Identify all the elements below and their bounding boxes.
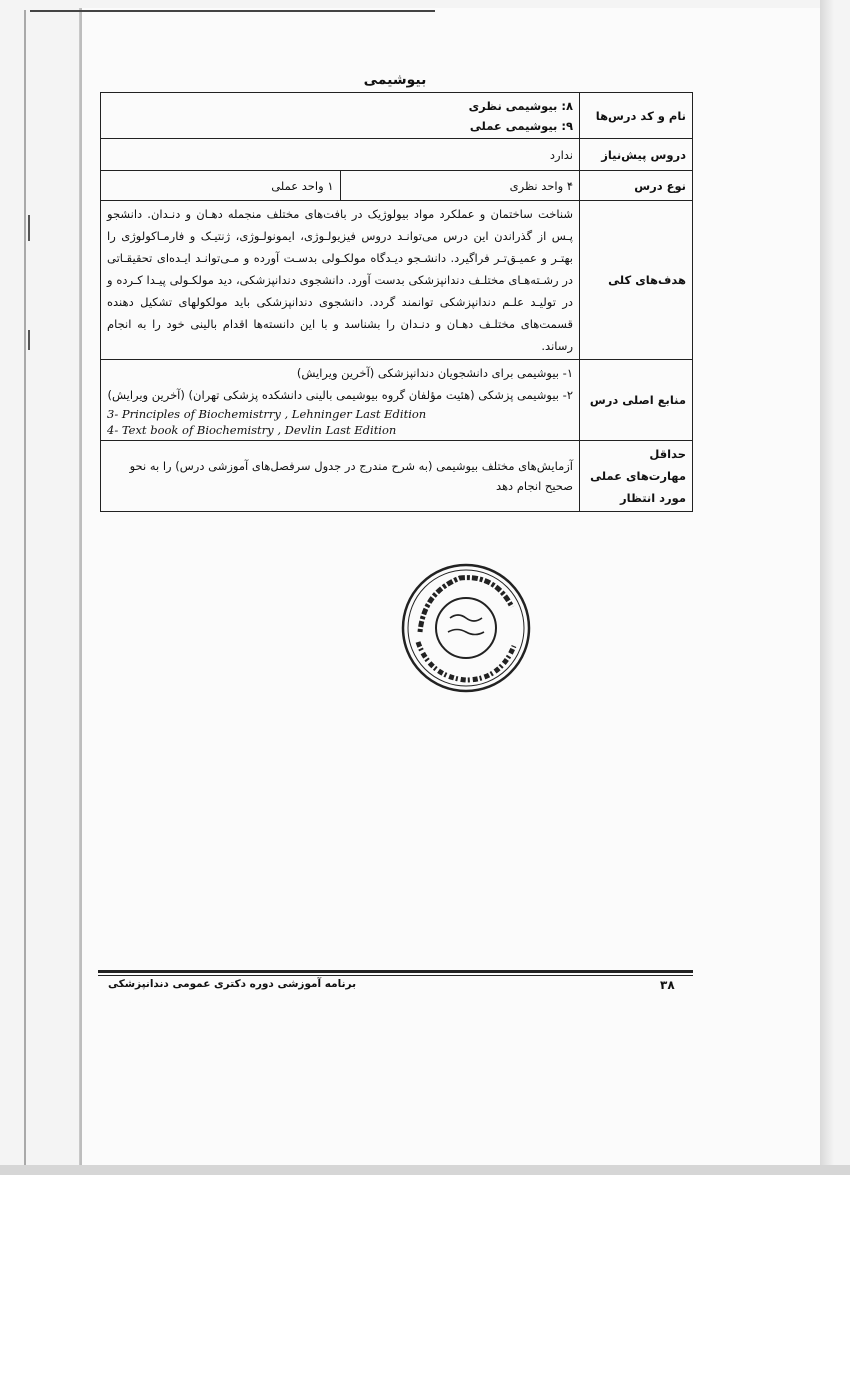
scan-bottom-band xyxy=(0,1165,850,1175)
page-number: ۳۸ xyxy=(660,978,675,992)
goals-label: هدف‌های کلی xyxy=(580,201,693,360)
course-names-label: نام و کد درس‌ها xyxy=(580,93,693,139)
table-row xyxy=(101,201,693,360)
course-type-label: نوع درس xyxy=(580,171,693,201)
scan-fold-edge xyxy=(80,8,82,1168)
footer-rule-thin xyxy=(98,975,693,976)
scan-left-edge xyxy=(24,10,26,1168)
table-row xyxy=(101,93,693,139)
goals-text: شناخت ساختمان و عملکرد مواد بیولوژیک در بافت‌های مختلف منجمله دهـان و دنـدان. دانشجو پـس از گذراندن این درس می‌توانـد دروس فیزیولـوژی، ایمونولـوژی، ژنتیـک و فارمـاکولوژی را بهتـر و عمیـق‌تـر فراگیرد. دانشـجو دیـدگاه مولکـولی بدسـت آورده و مـی‌توانـد ایـده‌ای تحقیقـاتی در رشـته‌هـای مختلـف دندانپزشکی بدست آورد. دانشجوی دندانپزشکی، دید مولکـولی پیـدا کـرده و در تولیـد علـم دندانپزشکی توانمند گردد. دانشجوی دندانپزشکی باید مولکولهای تشکیل دهنده قسمت‌های مختلـف دهـان و دنـدان را بشناسد و با این دانسته‌ها اقدام بالینی خود را به انجام رساند. xyxy=(101,201,580,360)
table-row xyxy=(101,139,693,171)
prerequisite-label: دروس پیش‌نیاز xyxy=(580,139,693,171)
source-item: 3- Principles of Biochemistrry , Lehninger Last Edition xyxy=(107,407,427,421)
document-title: بیوشیمی xyxy=(363,72,427,88)
table-row xyxy=(101,441,693,512)
binder-mark xyxy=(28,330,30,350)
skills-text: آزمایش‌های مختلف بیوشیمی (به شرح مندرج در جدول سرفصل‌های آموزشی درس) را به نحو صحیح انجام دهد xyxy=(101,441,580,512)
course-info-table xyxy=(100,92,693,512)
course-type-theory: ۴ واحد نظری xyxy=(340,171,580,201)
table-row xyxy=(101,171,693,201)
footer-title: برنامه آموزشی دوره دکتری عمومی دندانپزشکی xyxy=(108,978,357,990)
footer-rule xyxy=(98,970,693,973)
prerequisite-value: ندارد xyxy=(101,139,580,171)
official-seal-stamp xyxy=(400,562,532,694)
source-item: ۱- بیوشیمی برای دانشجویان دندانپزشکی (آخرین ویرایش) xyxy=(296,366,573,380)
course-type-practical: ۱ واحد عملی xyxy=(101,171,341,201)
scan-right-edge xyxy=(820,0,834,1175)
binder-mark xyxy=(28,215,30,241)
seal-graphic xyxy=(400,562,532,694)
course-name-practical: ۹: بیوشیمی عملی xyxy=(469,118,573,133)
top-rule xyxy=(30,10,435,12)
sources-label: منابع اصلی درس xyxy=(580,360,693,441)
course-names-cell xyxy=(101,93,580,139)
source-item: 4- Text book of Biochemistry , Devlin Last Edition xyxy=(107,423,397,437)
sources-cell xyxy=(101,360,580,441)
table-row xyxy=(101,360,693,441)
source-item: ۲- بیوشیمی پزشکی (هئیت مؤلفان گروه بیوشیمی بالینی دانشکده پزشکی تهران) (آخرین ویرایش) xyxy=(107,388,573,402)
course-name-theory: ۸: بیوشیمی نظری xyxy=(468,98,573,113)
skills-label: حداقل مهارت‌های عملی مورد انتظار xyxy=(580,441,693,512)
